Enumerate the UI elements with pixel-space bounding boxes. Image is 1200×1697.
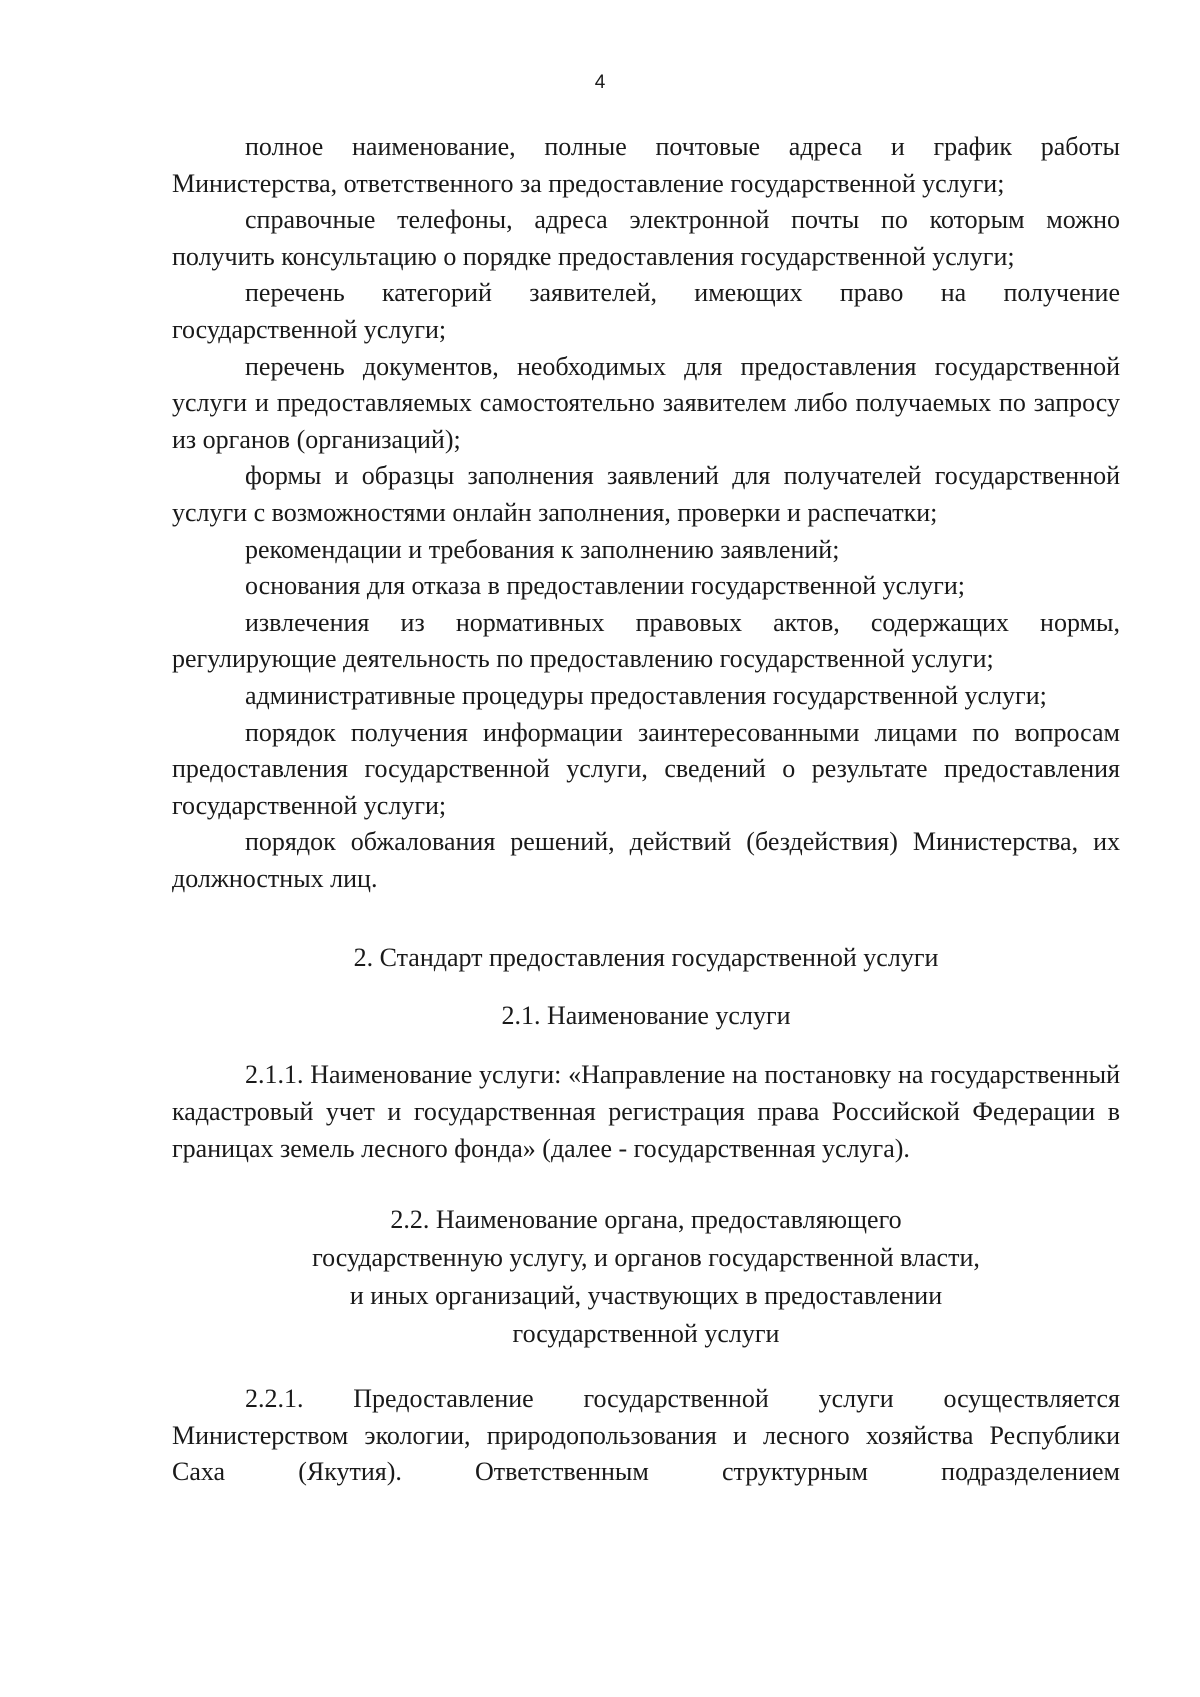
list-item: порядок обжалования решений, действий (бездействия) Министерства, их должностных лиц.	[172, 827, 1120, 893]
heading-line: 2.2. Наименование органа, предоставляющего	[390, 1205, 902, 1235]
heading-line: государственную услугу, и органов государственной власти,	[312, 1243, 980, 1273]
list-item: перечень документов, необходимых для предоставления государственной услуги и предоставляемых самостоятельно заявителем либо получаемых по запросу из органов (организаций);	[172, 351, 1120, 454]
paragraph-block	[172, 1381, 1120, 1491]
subsection-heading	[172, 1201, 1120, 1353]
document-body	[172, 129, 1120, 1491]
list-item: извлечения из нормативных правовых актов, содержащих нормы, регулирующие деятельность по предоставлению государственной услуги;	[172, 607, 1120, 674]
list-item: рекомендации и требования к заполнению заявлений;	[245, 534, 840, 564]
heading-line: государственной услуги	[512, 1319, 780, 1349]
info-list	[172, 129, 1120, 897]
list-item: основания для отказа в предоставлении государственной услуги;	[245, 571, 965, 601]
paragraph-2-1-1: 2.1.1. Наименование услуги: «Направление на постановку на государственный кадастровый учет и государственная регистрация права Российской Федерации в границах земель лесного фонда» (далее - государственная услуга).	[172, 1060, 1120, 1163]
list-item: полное наименование, полные почтовые адреса и график работы Министерства, ответственного за предоставление государственной услуги;	[172, 132, 1120, 198]
list-item: перечень категорий заявителей, имеющих право на получение государственной услуги;	[172, 278, 1120, 344]
heading-line: и иных организаций, участвующих в предоставлении	[349, 1281, 943, 1311]
list-item: порядок получения информации заинтересованными лицами по вопросам предоставления государственной услуги, сведений о результате предоставления государственной услуги;	[172, 717, 1120, 820]
page-number: 4	[594, 72, 606, 93]
subsection-heading: 2.1. Наименование услуги	[501, 1001, 791, 1031]
list-item: справочные телефоны, адреса электронной почты по которым можно получить консультацию о порядке предоставления государственной услуги;	[172, 205, 1120, 271]
section-heading: 2. Стандарт предоставления государственной услуги	[353, 943, 939, 973]
paragraph-block	[172, 1057, 1120, 1167]
list-item: формы и образцы заполнения заявлений для получателей государственной услуги с возможностями онлайн заполнения, проверки и распечатки;	[172, 461, 1120, 527]
list-item: административные процедуры предоставления государственной услуги;	[245, 680, 1047, 710]
paragraph-2-2-1: 2.2.1. Предоставление государственной услуги осуществляется Министерством экологии, природопользования и лесного хозяйства Республики Саха (Якутия). Ответственным структурным подразделением	[172, 1384, 1120, 1487]
